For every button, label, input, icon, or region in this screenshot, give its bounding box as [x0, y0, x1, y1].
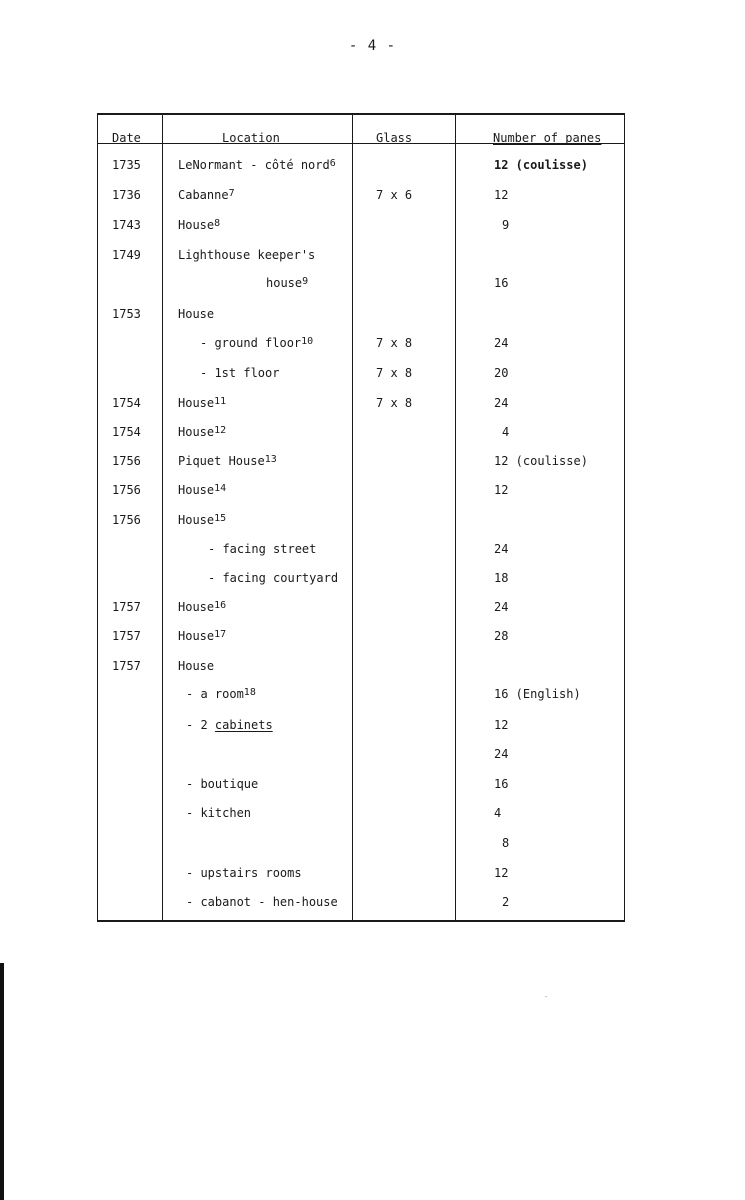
cell-panes: 16 (English): [494, 687, 581, 701]
header-date: Date: [112, 131, 141, 145]
page-number: - 4 -: [348, 38, 397, 54]
cell-location: House: [178, 659, 215, 673]
cell-panes: 12 (coulisse): [494, 454, 588, 468]
table-row: [98, 806, 624, 828]
cell-location: - ground floor$^{10}$: [200, 336, 314, 350]
table-row: [98, 542, 624, 564]
cell-location: House: [178, 307, 215, 321]
cell-date: 1736: [112, 188, 141, 202]
cell-location: - facing street: [208, 542, 317, 556]
cell-date: 1754: [112, 425, 141, 439]
table-row: [98, 396, 624, 418]
footnote-ref: 8: [214, 218, 221, 229]
cell-panes: 24: [494, 542, 509, 556]
cell-panes: 24: [494, 396, 509, 410]
cell-panes: 9: [502, 218, 510, 232]
cell-location: - a room$^{18}$: [186, 687, 256, 701]
cell-location: House$^{16}$: [178, 600, 227, 614]
table-row: [98, 895, 624, 917]
cell-panes: 4: [494, 806, 502, 820]
cell-panes: 12: [494, 483, 509, 497]
cell-location: - upstairs rooms: [186, 866, 302, 880]
cell-location: Piquet House$^{13}$: [178, 454, 277, 468]
cell-panes: 12: [494, 188, 509, 202]
footnote-ref: 13: [264, 454, 277, 465]
cell-glass: 7 x 8: [376, 366, 413, 380]
cell-panes: 24: [494, 336, 509, 350]
footnote-ref: 16: [214, 600, 227, 611]
cell-location: House$^{15}$: [178, 513, 227, 527]
cell-panes: 20: [494, 366, 509, 380]
cell-location: - facing courtyard: [208, 571, 339, 585]
header-number-of-panes: Number of panes: [493, 131, 602, 145]
footnote-ref: 7: [228, 188, 235, 199]
table-row: [98, 836, 624, 858]
cell-location: - 2 cabinets: [186, 718, 273, 732]
cell-panes: 24: [494, 600, 509, 614]
cell-location: - boutique: [186, 777, 259, 791]
table-row: [98, 276, 624, 298]
cell-date: 1743: [112, 218, 141, 232]
cell-panes: 12: [494, 718, 509, 732]
cell-date: 1749: [112, 248, 141, 262]
cell-date: 1756: [112, 454, 141, 468]
cell-location: Cabanne$^7$: [178, 188, 235, 202]
table-row: [98, 248, 624, 270]
cell-panes: 16: [494, 777, 509, 791]
scan-edge-shadow: [0, 963, 4, 1200]
footnote-ref: 12: [214, 425, 227, 436]
cell-location: House$^{11}$: [178, 396, 227, 410]
table-row: [98, 483, 624, 505]
cell-panes: 16: [494, 276, 509, 290]
cell-panes: 2: [502, 895, 510, 909]
table-row: [98, 600, 624, 622]
footnote-ref: 17: [214, 629, 227, 640]
cell-date: 1754: [112, 396, 141, 410]
table-row: [98, 188, 624, 210]
cell-date: 1757: [112, 659, 141, 673]
cell-location: - kitchen: [186, 806, 252, 820]
cell-location: house$^9$: [266, 276, 309, 290]
cell-panes: 24: [494, 747, 509, 761]
footnote-ref: 9: [302, 276, 309, 287]
cell-panes: 12 (coulisse): [494, 158, 588, 172]
cell-location: LeNormant - côté nord$^6$: [178, 158, 336, 172]
table-row: [98, 307, 624, 329]
cell-date: 1753: [112, 307, 141, 321]
footnote-ref: 11: [214, 396, 227, 407]
header-glass: Glass: [376, 131, 413, 145]
table-row: [98, 366, 624, 388]
scan-speck: [545, 996, 547, 997]
cell-panes: 4: [502, 425, 510, 439]
table-row: [98, 747, 624, 769]
table-row: [98, 513, 624, 535]
table-row: [98, 454, 624, 476]
table-row: [98, 571, 624, 593]
table-row: [98, 866, 624, 888]
footnote-ref: 14: [214, 483, 227, 494]
cell-date: 1735: [112, 158, 141, 172]
footnote-ref: 18: [243, 687, 256, 698]
cell-date: 1756: [112, 513, 141, 527]
footnote-ref: 15: [214, 513, 227, 524]
table-row: [98, 659, 624, 681]
table-row: [98, 718, 624, 740]
table-row: [98, 158, 624, 180]
header-location: Location: [222, 131, 280, 145]
cell-location: Lighthouse keeper's: [178, 248, 316, 262]
cell-location: - cabanot - hen-house: [186, 895, 338, 909]
cell-location: House$^{12}$: [178, 425, 227, 439]
cell-panes: 12: [494, 866, 509, 880]
cell-date: 1757: [112, 629, 141, 643]
footnote-ref: 6: [329, 158, 336, 169]
cell-panes: 8: [502, 836, 510, 850]
cell-location: House$^{17}$: [178, 629, 227, 643]
cell-panes: 18: [494, 571, 509, 585]
footnote-ref: 10: [301, 336, 314, 347]
cell-glass: 7 x 8: [376, 336, 413, 350]
cell-location: - 1st floor: [200, 366, 280, 380]
table-row: [98, 218, 624, 240]
cell-location: House$^8$: [178, 218, 221, 232]
cell-panes: 28: [494, 629, 509, 643]
cell-location: House$^{14}$: [178, 483, 227, 497]
underlined-word: cabinets: [214, 718, 273, 732]
table-row: [98, 777, 624, 799]
table-row: [98, 629, 624, 651]
table-row: [98, 336, 624, 358]
table-row: [98, 425, 624, 447]
cell-glass: 7 x 8: [376, 396, 413, 410]
cell-glass: 7 x 6: [376, 188, 413, 202]
table-row: [98, 687, 624, 709]
windows-table: [97, 113, 625, 922]
cell-date: 1757: [112, 600, 141, 614]
cell-date: 1756: [112, 483, 141, 497]
